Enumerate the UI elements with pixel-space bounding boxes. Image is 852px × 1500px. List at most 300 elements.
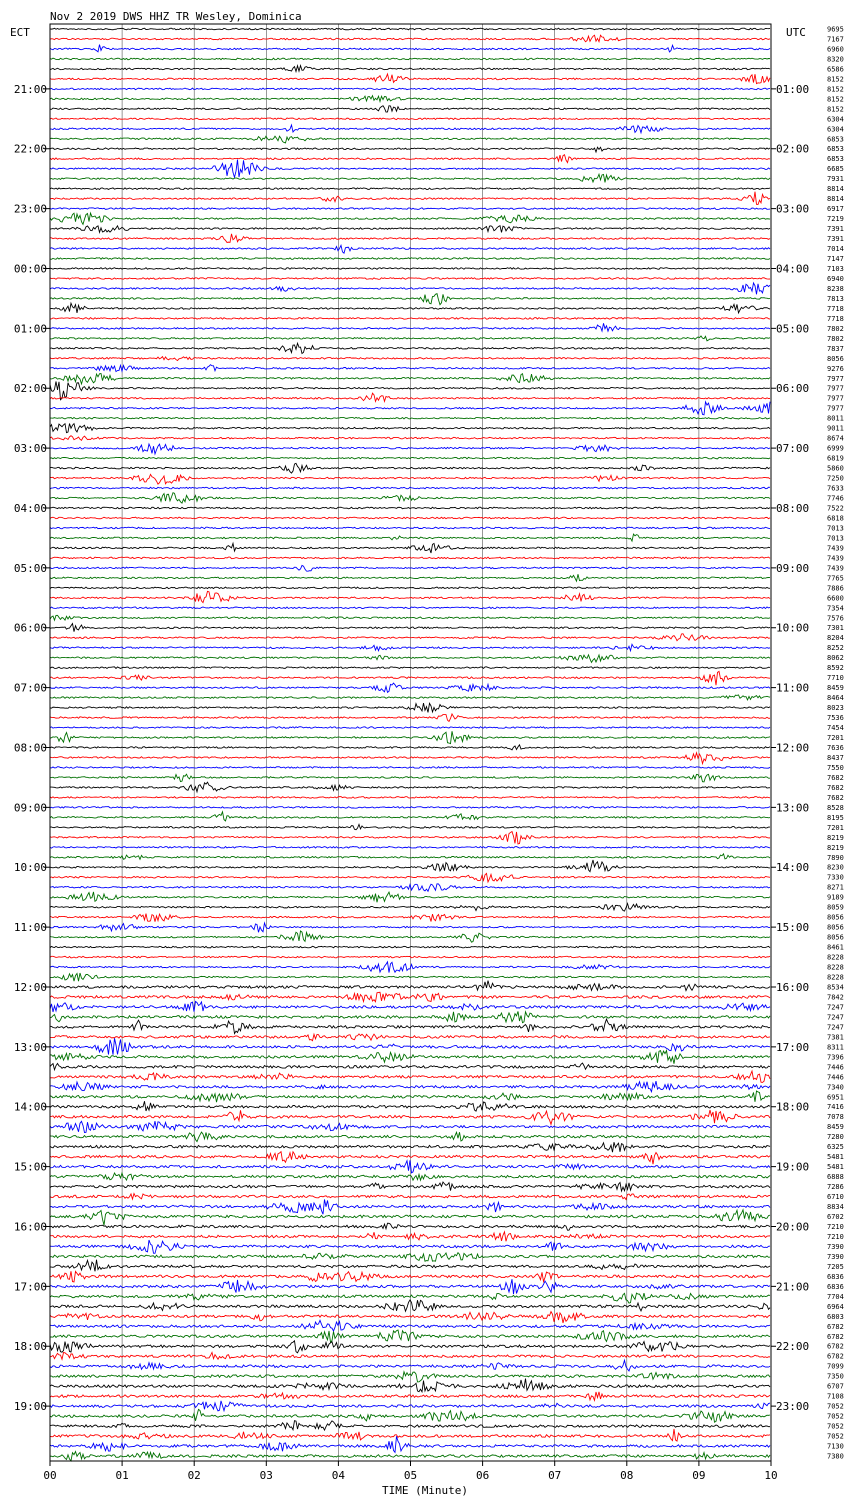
trace-scale-value: 6707 [827, 1382, 844, 1391]
seismic-trace [50, 557, 770, 559]
trace-scale-value: 7052 [827, 1412, 844, 1421]
seismic-trace [50, 1071, 770, 1082]
trace-scale-value: 7210 [827, 1232, 844, 1241]
trace-scale-value: 8320 [827, 55, 844, 64]
seismic-trace [50, 824, 770, 829]
trace-group [50, 28, 770, 1461]
trace-scale-value: 6782 [827, 1322, 844, 1331]
left-hour-label: 12:00 [13, 980, 47, 994]
trace-scale-value: 8252 [827, 644, 844, 653]
trace-scale-value: 6818 [827, 514, 844, 523]
trace-scale-value: 8271 [827, 883, 844, 892]
seismic-trace [50, 268, 770, 270]
trace-scale-value: 7391 [827, 235, 844, 244]
trace-scale-value: 6836 [827, 1282, 844, 1291]
trace-scale-value: 5481 [827, 1153, 844, 1162]
left-hour-label: 18:00 [13, 1340, 47, 1354]
trace-scale-value: 6999 [827, 444, 844, 453]
seismic-trace [50, 745, 770, 750]
trace-scale-value: 8814 [827, 195, 844, 204]
trace-scale-value: 8528 [827, 803, 844, 812]
seismic-trace [50, 58, 770, 60]
right-hour-label: 09:00 [776, 561, 810, 575]
x-tick-label: 08 [620, 1469, 634, 1482]
seismic-trace [50, 118, 770, 120]
trace-scale-value: 7890 [827, 853, 844, 862]
seismic-trace [50, 336, 770, 341]
seismic-trace [50, 1101, 770, 1111]
seismic-trace [50, 444, 770, 454]
seismic-trace [50, 125, 770, 133]
seismic-trace [50, 258, 770, 260]
left-hour-label: 06:00 [13, 621, 47, 635]
seismic-trace [50, 607, 770, 609]
trace-scale-value: 7340 [827, 1083, 844, 1092]
trace-scale-value: 8062 [827, 654, 844, 663]
seismic-trace [50, 66, 770, 72]
seismic-trace [50, 767, 770, 769]
seismic-trace [50, 1232, 770, 1242]
x-tick-label: 02 [187, 1469, 201, 1482]
seismic-trace [50, 634, 770, 641]
trace-scale-value: 7380 [827, 1452, 844, 1461]
trace-scale-value: 6853 [827, 135, 844, 144]
left-hour-label: 10:00 [13, 861, 47, 875]
trace-scale-value: 6782 [827, 1352, 844, 1361]
trace-scale-value: 8459 [827, 1123, 844, 1132]
trace-scale-value: 8459 [827, 684, 844, 693]
left-hour-label: 11:00 [13, 921, 47, 935]
trace-scale-value: 9276 [827, 364, 844, 373]
seismic-trace [50, 1142, 770, 1152]
right-hour-label: 01:00 [776, 82, 810, 96]
right-hour-label: 11:00 [776, 681, 810, 695]
x-tick-label: 01 [115, 1469, 129, 1482]
seismic-trace [50, 1300, 770, 1311]
trace-scale-value: 7977 [827, 404, 844, 413]
trace-scale-value: 7931 [827, 175, 844, 184]
trace-scale-value: 7446 [827, 1073, 844, 1082]
seismic-trace [50, 1091, 770, 1102]
trace-scale-value: 7391 [827, 225, 844, 234]
trace-scale-value: 7247 [827, 1023, 844, 1032]
left-hour-labels [14, 83, 50, 1413]
seismic-trace [50, 892, 770, 902]
seismic-trace [50, 1260, 770, 1272]
trace-scale-value: 8228 [827, 953, 844, 962]
left-timezone-label: ECT [10, 26, 30, 39]
seismic-trace [50, 1051, 770, 1064]
seismic-trace [50, 517, 770, 519]
seismic-trace [50, 727, 770, 729]
trace-scale-value: 7439 [827, 544, 844, 553]
trace-scale-value: 7718 [827, 304, 844, 313]
seismic-trace [50, 507, 770, 509]
seismic-trace [50, 474, 770, 484]
trace-scale-value: 7396 [827, 1053, 844, 1062]
trace-scale-value: 7802 [827, 324, 844, 333]
seismic-trace [50, 1452, 770, 1461]
trace-scale-value: 8461 [827, 943, 844, 952]
trace-scale-value: 7454 [827, 724, 844, 733]
seismic-trace [50, 463, 770, 473]
seismic-trace [50, 671, 770, 685]
trace-scale-value: 7636 [827, 743, 844, 752]
trace-scale-value: 7280 [827, 1133, 844, 1142]
right-hour-label: 02:00 [776, 142, 810, 156]
trace-scale-value: 7108 [827, 1392, 844, 1401]
left-hour-label: 13:00 [13, 1040, 47, 1054]
seismic-trace [50, 981, 770, 991]
trace-scale-value: 5481 [827, 1163, 844, 1172]
trace-scale-value: 8152 [827, 75, 844, 84]
seismic-trace [50, 303, 770, 313]
seismic-trace [50, 655, 770, 663]
seismic-trace [50, 527, 770, 529]
right-hour-label: 21:00 [776, 1280, 810, 1294]
trace-scale-value: 8152 [827, 105, 844, 114]
right-hour-label: 10:00 [776, 621, 810, 635]
trace-scale-value: 7167 [827, 35, 844, 44]
seismic-trace [50, 160, 770, 178]
seismic-trace [50, 683, 770, 692]
trace-scale-value: 7718 [827, 314, 844, 323]
seismic-trace [50, 402, 770, 415]
trace-scale-value: 6782 [827, 1332, 844, 1341]
seismic-trace [50, 624, 770, 632]
right-hour-label: 22:00 [776, 1340, 810, 1354]
seismic-trace [50, 832, 770, 844]
left-hour-label: 14:00 [13, 1100, 47, 1114]
trace-scale-value: 7247 [827, 1013, 844, 1022]
seismic-trace [50, 234, 770, 243]
seismic-trace [50, 88, 770, 90]
trace-scale-value: 8204 [827, 634, 844, 643]
trace-scale-value: 7813 [827, 294, 844, 303]
trace-scale-value: 6304 [827, 115, 844, 124]
trace-scale-value: 8195 [827, 813, 844, 822]
seismic-trace [50, 1199, 770, 1214]
left-hour-label: 05:00 [13, 561, 47, 575]
seismic-trace [50, 1132, 770, 1141]
seismic-trace [50, 365, 770, 372]
trace-scale-value: 7704 [827, 1292, 844, 1301]
left-hour-label: 01:00 [13, 322, 47, 336]
seismic-trace [50, 923, 770, 932]
trace-scale-value: 6853 [827, 145, 844, 154]
seismic-trace [50, 782, 770, 792]
trace-scale-value: 7210 [827, 1222, 844, 1231]
x-axis-label: TIME (Minute) [381, 1484, 469, 1497]
seismic-trace [50, 1160, 770, 1173]
trace-scale-value: 7633 [827, 484, 844, 493]
trace-scale-value: 7977 [827, 374, 844, 383]
trace-scale-value: 8219 [827, 833, 844, 842]
seismic-trace [50, 1279, 770, 1294]
seismic-trace [50, 245, 770, 253]
seismic-trace [50, 45, 770, 52]
trace-scale-value: 7013 [827, 534, 844, 543]
seismic-trace [50, 931, 770, 942]
trace-scale-value: 7439 [827, 564, 844, 573]
seismic-trace [50, 208, 770, 210]
trace-scale-value: 7390 [827, 1242, 844, 1251]
trace-scale-value: 8592 [827, 664, 844, 673]
seismic-trace [50, 147, 770, 152]
left-hour-label: 16:00 [13, 1220, 47, 1234]
trace-scale-value: 6917 [827, 205, 844, 214]
seismic-trace [50, 812, 770, 821]
trace-scale-value: 6325 [827, 1143, 844, 1152]
seismic-trace [50, 846, 770, 848]
trace-scale-value: 7710 [827, 674, 844, 683]
seismic-trace [50, 226, 770, 233]
trace-scale-value: 8152 [827, 95, 844, 104]
trace-scale-value: 7446 [827, 1063, 844, 1072]
trace-scale-value: 7350 [827, 1372, 844, 1381]
trace-scale-value: 6853 [827, 155, 844, 164]
right-hour-label: 04:00 [776, 262, 810, 276]
trace-scale-value: 6710 [827, 1193, 844, 1202]
seismic-trace [50, 774, 770, 782]
seismic-trace [50, 213, 770, 224]
trace-scale-value: 8219 [827, 843, 844, 852]
seismic-trace [50, 1001, 770, 1012]
trace-scale-value: 6803 [827, 1312, 844, 1321]
seismic-trace [50, 174, 770, 182]
trace-scale-value: 6951 [827, 1093, 844, 1102]
seismic-trace [50, 565, 770, 571]
seismic-trace [50, 992, 770, 1002]
seismic-trace [50, 667, 770, 669]
trace-scale-value: 6960 [827, 45, 844, 54]
seismic-trace [50, 1341, 770, 1353]
trace-scale-value: 7013 [827, 524, 844, 533]
left-hour-label: 00:00 [13, 262, 47, 276]
seismic-trace [50, 534, 770, 541]
seismic-trace [50, 28, 770, 30]
trace-scale-value: 6888 [827, 1173, 844, 1182]
x-axis-ticks [43, 1461, 777, 1482]
right-hour-label: 05:00 [776, 322, 810, 336]
right-hour-label: 16:00 [776, 980, 810, 994]
seismic-trace [50, 192, 770, 205]
trace-scale-value: 7390 [827, 1252, 844, 1261]
seismic-trace [50, 591, 770, 602]
seismic-trace [50, 343, 770, 353]
trace-scale-value: 7682 [827, 793, 844, 802]
trace-scale-value: 6586 [827, 65, 844, 74]
trace-scale-value: 7201 [827, 823, 844, 832]
trace-scale-value: 7099 [827, 1362, 844, 1371]
seismic-trace [50, 373, 770, 383]
seismic-trace [50, 1429, 770, 1441]
seismic-trace [50, 695, 770, 700]
trace-scale-value: 8152 [827, 85, 844, 94]
seismic-trace [50, 1223, 770, 1230]
seismic-trace [50, 1019, 770, 1033]
right-hour-label: 19:00 [776, 1160, 810, 1174]
seismic-trace [50, 1253, 770, 1262]
seismic-trace [50, 962, 770, 973]
trace-scale-value: 6600 [827, 594, 844, 603]
trace-scale-value: 7130 [827, 1442, 844, 1451]
seismic-trace [50, 417, 770, 419]
x-tick-label: 06 [475, 1469, 490, 1482]
trace-scale-value: 6304 [827, 125, 844, 134]
seismic-trace [50, 74, 770, 84]
trace-scale-value: 8059 [827, 903, 844, 912]
seismic-trace [50, 487, 770, 489]
seismic-trace [50, 155, 770, 163]
seismic-trace [50, 1173, 770, 1180]
seismic-trace [50, 1372, 770, 1382]
seismic-trace [50, 973, 770, 981]
trace-scale-value: 7052 [827, 1402, 844, 1411]
seismic-trace [50, 357, 770, 361]
trace-scale-value: 7682 [827, 773, 844, 782]
trace-scale-value: 8056 [827, 933, 844, 942]
x-tick-label: 07 [548, 1469, 562, 1482]
right-hour-label: 20:00 [776, 1220, 810, 1234]
trace-scale-value: 8238 [827, 284, 844, 293]
seismic-trace [50, 956, 770, 958]
seismic-trace [50, 903, 770, 911]
trace-scale-value: 7576 [827, 614, 844, 623]
trace-scale-value: 8674 [827, 434, 844, 443]
plot-title: Nov 2 2019 DWS HHZ TR Wesley, Dominica [50, 10, 302, 23]
seismic-trace [50, 318, 770, 320]
trace-scale-value: 8311 [827, 1043, 844, 1052]
left-hour-label: 02:00 [13, 382, 47, 396]
seismic-trace [50, 1379, 770, 1392]
seismic-trace [50, 914, 770, 922]
x-tick-label: 05 [403, 1469, 418, 1482]
seismic-trace [50, 1271, 770, 1282]
trace-scale-value: 6940 [827, 274, 844, 283]
left-hour-label: 21:00 [13, 82, 47, 96]
right-hour-label: 15:00 [776, 921, 810, 935]
seismic-trace [50, 136, 770, 143]
trace-scale-value: 7536 [827, 714, 844, 723]
seismic-trace [50, 188, 770, 190]
seismic-trace [50, 797, 770, 799]
trace-scale-value: 7354 [827, 604, 844, 613]
seismic-trace [50, 884, 770, 892]
trace-scale-value: 7746 [827, 494, 844, 503]
left-hour-label: 08:00 [13, 741, 47, 755]
seismic-trace [50, 1360, 770, 1371]
seismic-trace [50, 587, 770, 589]
trace-scale-value: 7977 [827, 394, 844, 403]
seismic-trace [50, 1034, 770, 1041]
trace-scale-value: 8437 [827, 753, 844, 762]
seismic-trace [50, 1240, 770, 1253]
seismic-trace [50, 278, 770, 280]
left-hour-label: 07:00 [13, 681, 47, 695]
trace-scale-value: 8814 [827, 185, 844, 194]
trace-scale-value: 8834 [827, 1203, 844, 1212]
seismic-trace [50, 1121, 770, 1132]
x-tick-label: 00 [43, 1469, 57, 1482]
left-hour-label: 09:00 [13, 801, 47, 815]
seismic-trace [50, 615, 770, 620]
trace-scale-value: 7250 [827, 474, 844, 483]
seismic-trace [50, 753, 770, 764]
trace-scale-value: 6964 [827, 1302, 844, 1311]
trace-scale-value: 8056 [827, 354, 844, 363]
seismic-trace [50, 393, 770, 401]
trace-scale-value: 6685 [827, 165, 844, 174]
trace-scale-value: 7052 [827, 1422, 844, 1431]
trace-scale-value: 8228 [827, 973, 844, 982]
trace-scale-value: 7522 [827, 504, 844, 513]
trace-scale-value: 8228 [827, 963, 844, 972]
seismic-trace [50, 1312, 770, 1323]
right-hour-label: 08:00 [776, 501, 810, 515]
seismic-trace [50, 1401, 770, 1411]
right-timezone-label: UTC [786, 26, 806, 39]
trace-scale-value: 7330 [827, 873, 844, 882]
trace-scale-value: 7837 [827, 344, 844, 353]
seismic-trace [50, 424, 770, 433]
right-hour-label: 17:00 [776, 1040, 810, 1054]
seismic-trace [50, 283, 770, 294]
seismic-trace [50, 1421, 770, 1430]
trace-scale-value: 6836 [827, 1272, 844, 1281]
trace-scale-value: 5860 [827, 464, 844, 473]
seismic-trace [50, 1293, 770, 1303]
seismic-trace [50, 436, 770, 441]
seismic-trace [50, 96, 770, 102]
left-hour-label: 19:00 [13, 1400, 47, 1414]
x-tick-label: 04 [331, 1469, 346, 1482]
trace-scale-value: 9011 [827, 424, 844, 433]
trace-scale-value: 8011 [827, 414, 844, 423]
left-hour-label: 03:00 [13, 442, 47, 456]
x-tick-label: 09 [692, 1469, 706, 1482]
left-hour-label: 22:00 [13, 142, 47, 156]
trace-scale-value: 7103 [827, 264, 844, 273]
trace-scale-value: 8230 [827, 863, 844, 872]
trace-scale-value: 7219 [827, 215, 844, 224]
trace-scale-value: 7247 [827, 1003, 844, 1012]
seismic-trace [50, 35, 770, 42]
seismic-trace [50, 1081, 770, 1092]
seismic-trace [50, 294, 770, 305]
seismic-trace [50, 1194, 770, 1200]
trace-scale-value: 8464 [827, 694, 844, 703]
seismic-trace [50, 854, 770, 860]
seismic-trace [50, 493, 770, 503]
trace-scale-value: 7765 [827, 574, 844, 583]
seismic-trace [50, 574, 770, 581]
seismic-trace [50, 1038, 770, 1054]
x-tick-label: 10 [764, 1469, 778, 1482]
trace-scale-value: 7205 [827, 1262, 844, 1271]
seismic-trace [50, 1210, 770, 1225]
trace-scale-value: 7301 [827, 624, 844, 633]
seismic-trace [50, 1409, 770, 1422]
seismic-trace [50, 106, 770, 112]
right-hour-label: 18:00 [776, 1100, 810, 1114]
trace-scale-value: 7682 [827, 783, 844, 792]
seismic-trace [50, 807, 770, 809]
trace-scale-value: 7014 [827, 245, 844, 254]
trace-scale-value: 7977 [827, 384, 844, 393]
seismic-trace [50, 714, 770, 722]
trace-scale-value: 6782 [827, 1342, 844, 1351]
